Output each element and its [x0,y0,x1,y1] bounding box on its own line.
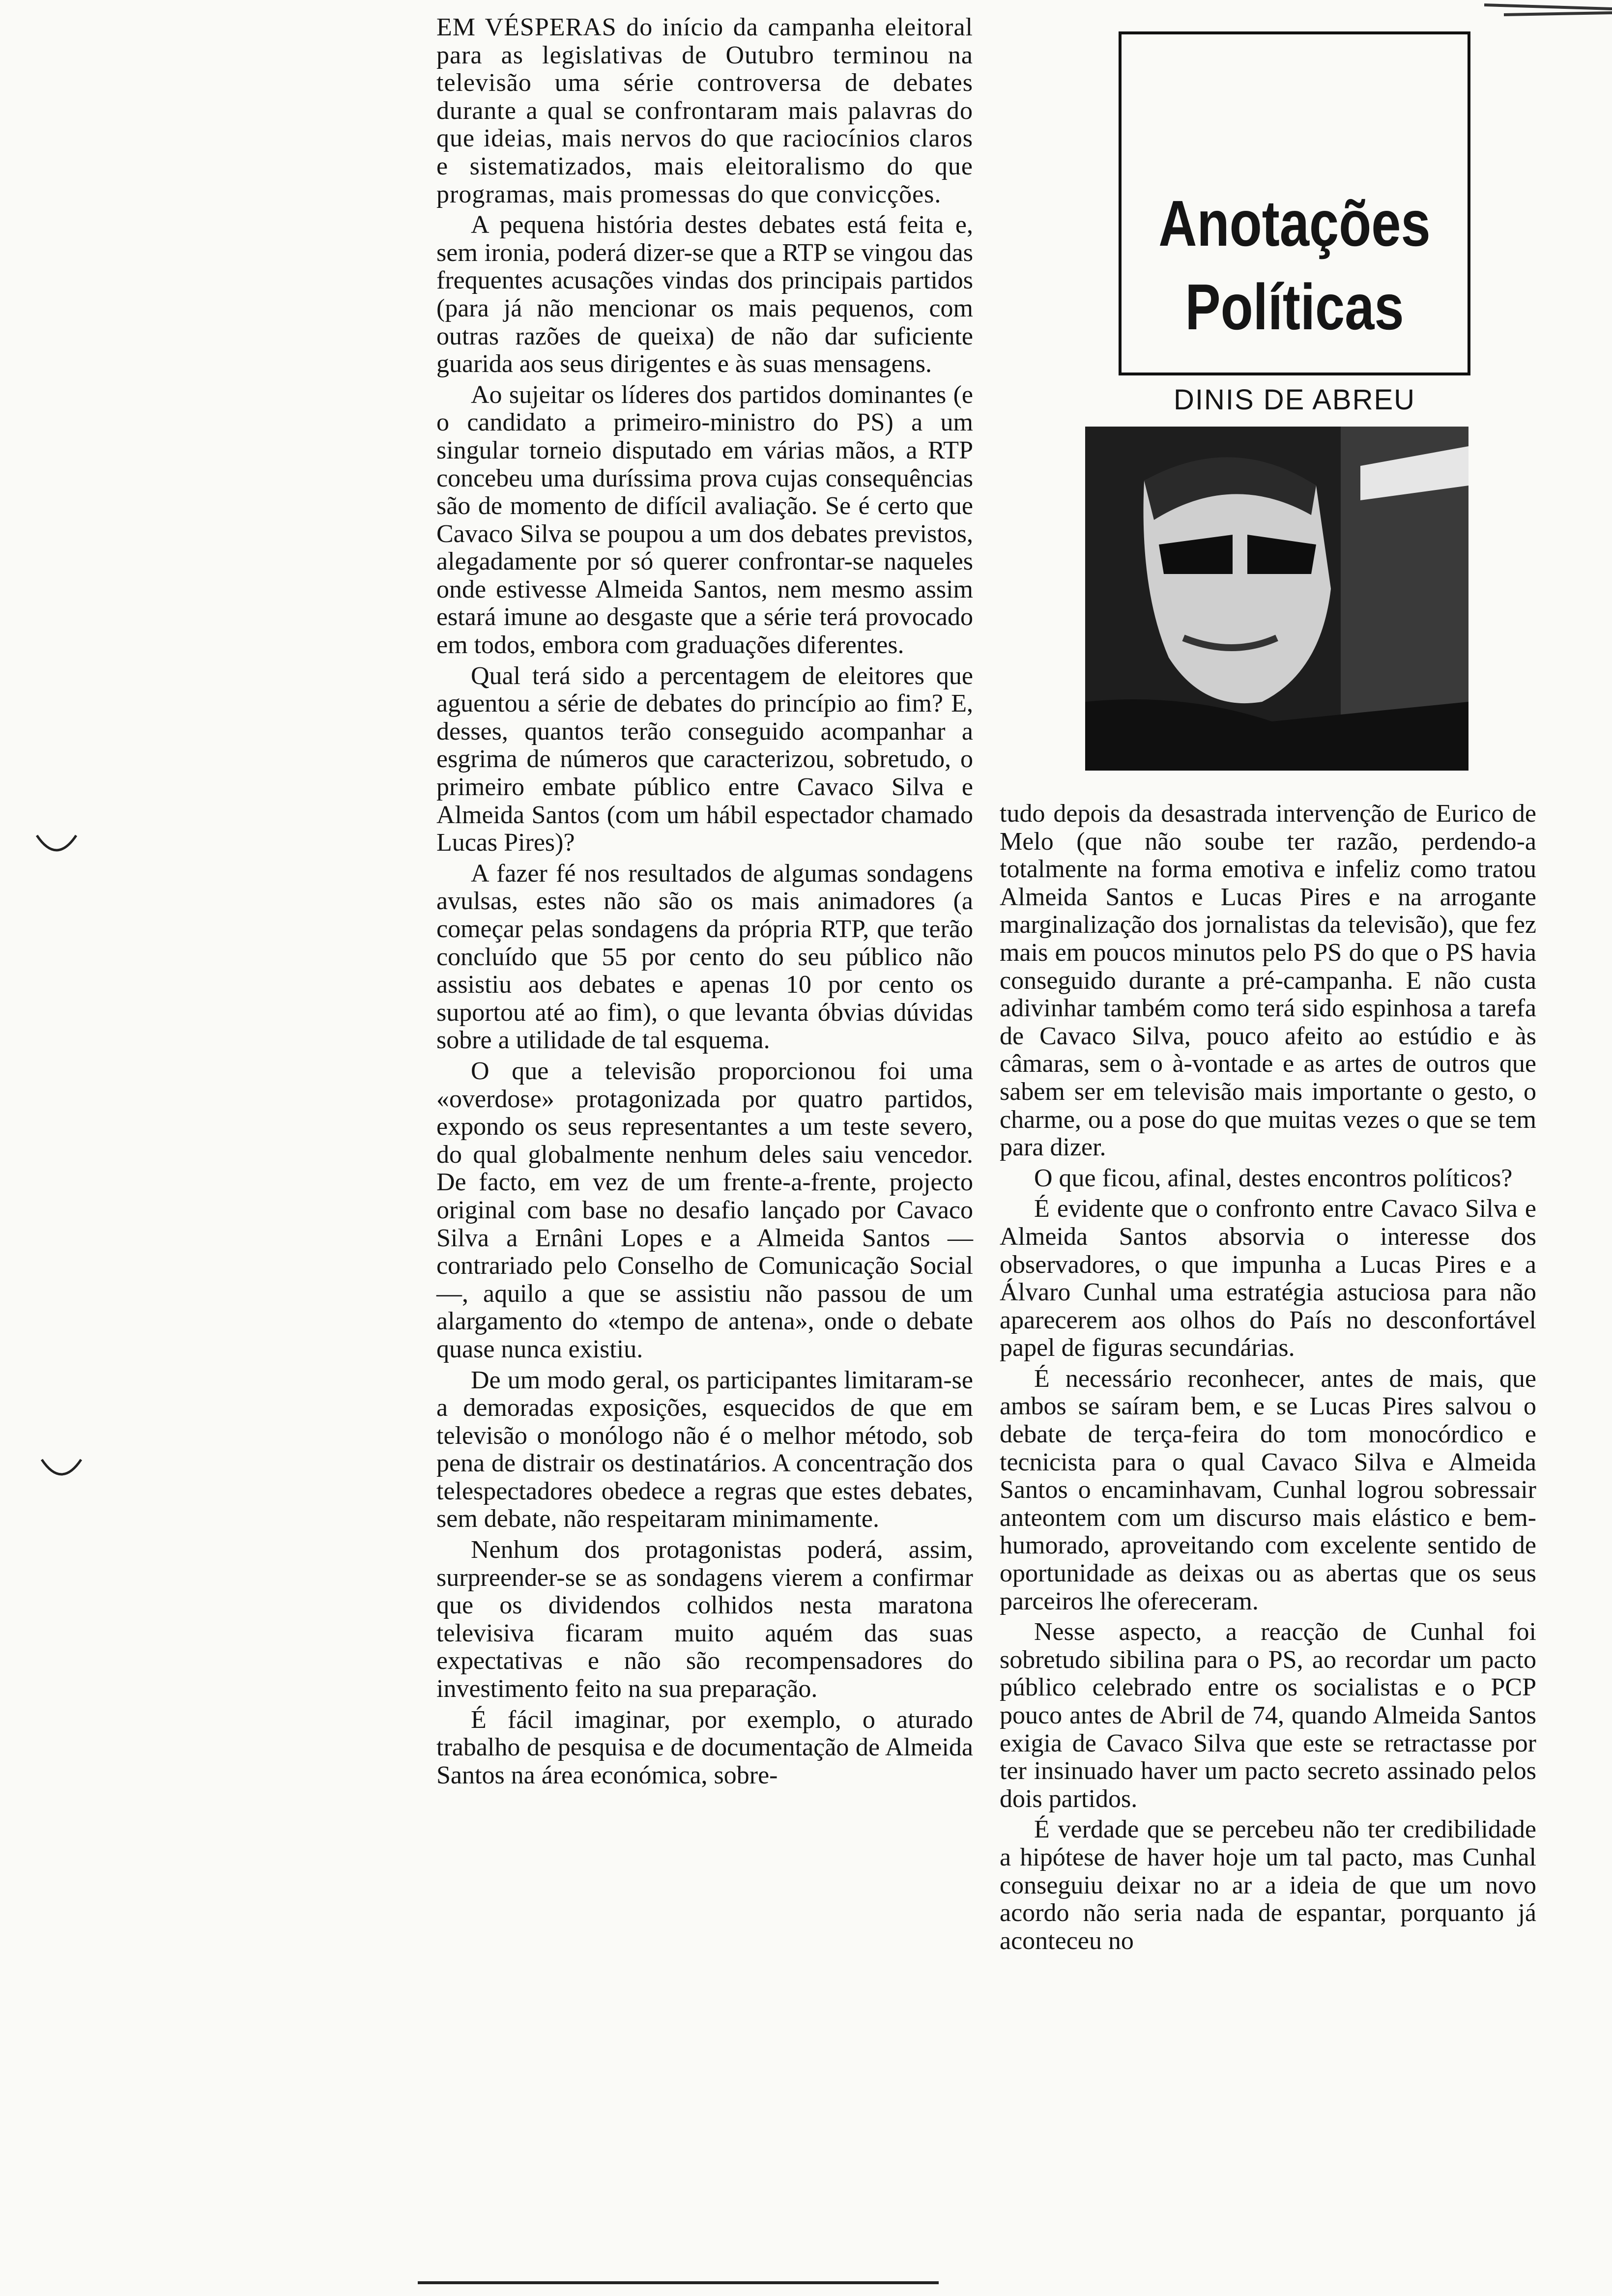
article-paragraph: Qual terá sido a percentagem de eleitores que aguentou a série de debates do princípio ao fim? E, desses, quantos terão conseguido acompanhar a esgrima de números que caracterizou, sobretudo, o primeiro embate público entre Cavaco Silva e Almeida Santos (com um hábil espectador chamado Lucas Pires)? [436,661,973,857]
article-paragraph: EM VÉSPERAS do início da campanha eleitoral para as legislativas de Outubro terminou na televisão uma série controversa de debates durante a qual se confrontaram mais palavras do que ideias, mais nervos do que raciocínios claros e sistematizados, mais eleitoralismo do que programas, mais promessas do que convicções. [436,13,973,208]
article-paragraph: É necessário reconhecer, antes de mais, que ambos se saíram bem, e se Lucas Pires salvou o debate de terça-feira do tom monocórdico e tecnicista para o qual Cavaco Silva e Almeida Santos o encaminhavam, Cunhal logrou sobressair anteontem com um discurso mais elástico e bem-humorado, aproveitando com excelente sentido de oportunidade as deixas ou as abertas que os seus parceiros lhe ofereceram. [1000,1364,1536,1615]
scan-edge-mark [1484,0,1612,20]
article-paragraph: tudo depois da desastrada intervenção de Eurico de Melo (que não soube ter razão, perdendo-a totalmente na forma emotiva e infeliz como tratou Almeida Santos e Lucas Pires e na arrogante marginalização dos jornalistas da televisão), que fez mais em poucos minutos pelo PS do que o PS havia conseguido durante a pré-campanha. E não custa adivinhar também como terá sido espinhosa a tarefa de Cavaco Silva, pouco afeito ao estúdio e às câmaras, sem o à-vontade e as artes de outros que sabem ser em televisão mais importante o gesto, o charme, ou a pose do que muitas vezes o que se tem para dizer. [1000,800,1536,1162]
column-title-line-1: Anotações [1158,187,1431,259]
article-paragraph: É fácil imaginar, por exemplo, o aturado trabalho de pesquisa e de documentação de Almeida Santos na área económica, sobre- [436,1705,973,1789]
article-paragraph: O que ficou, afinal, destes encontros políticos? [1034,1164,1513,1192]
article-paragraph: É evidente que o confronto entre Cavaco Silva e Almeida Santos absorvia o interesse dos observadores, o que impunha a Lucas Pires e a Álvaro Cunhal uma estratégia astuciosa para não aparecerem aos olhos do País no desconfortável papel de figuras secundárias. [1000,1195,1536,1362]
column-header-box [1119,31,1470,375]
article-paragraph: Nesse aspecto, a reacção de Cunhal foi sobretudo sibilina para o PS, ao recordar um pacto público celebrado entre os socialistas e o PCP pouco antes de Abril de 74, quando Almeida Santos exigia de Cavaco Silva que este se retractasse por ter insinuado haver um pacto secreto assinado pelos dois partidos. [1000,1618,1536,1813]
article-paragraph: Nenhum dos protagonistas poderá, assim, surpreender-se se as sondagens vierem a confirmar que os dividendos colhidos nesta maratona televisiva ficaram muito aquém das suas expectativas e não são recompensadores do investimento feito na sua preparação. [436,1536,973,1703]
article-paragraph: A pequena história destes debates está feita e, sem ironia, poderá dizer-se que a RTP se vingou das frequentes acusações vindas dos principais partidos (para já não mencionar os mais pequenos, com outras razões de queixa) de não dar suficiente guarida aos seus dirigentes e às suas mensagens. [436,211,973,378]
binder-hole-mark [39,1455,84,1484]
column-title-line-2: Políticas [1185,271,1404,343]
author-byline: DINIS DE ABREU [1173,384,1416,416]
article-paragraph: O que a televisão proporcionou foi uma «overdose» protagonizada por quatro partidos, expondo os seus representantes a um teste severo, do qual globalmente nenhum deles saiu vencedor. De facto, em vez de um frente-a-frente, projecto original com base no desafio lançado por Cavaco Silva a Ernâni Lopes e a Almeida Santos — contrariado pelo Conselho de Comunicação Social —, aquilo a que se assistiu não passou de um alargamento do «tempo de antena», onde o debate quase nunca existiu. [436,1057,973,1363]
article-paragraph: Ao sujeitar os líderes dos partidos dominantes (e o candidato a primeiro-ministro do PS) a um singular torneio disputado em várias mãos, a RTP concebeu uma duríssima prova cujas consequências são de momento de difícil avaliação. Se é certo que Cavaco Silva se poupou a um dos debates previstos, alegadamente por só querer confrontar-se naqueles onde estivesse Almeida Santos, nem mesmo assim estará imune ao desgaste que a série terá provocado em todos, embora com graduações diferentes. [436,380,973,660]
bottom-rule [418,2280,939,2285]
column-title [1152,182,1436,349]
author-photo-image [1085,427,1468,771]
article-left-column [436,14,973,1789]
binder-hole-mark [34,831,79,860]
article-paragraph: A fazer fé nos resultados de algumas sondagens avulsas, estes não são os mais animadores (a começar pelas sondagens da própria RTP, que terão concluído que 55 por cento do seu público não assistiu aos debates e apenas 10 por cento os suportou até ao fim), o que levanta óbvias dúvidas sobre a utilidade de tal esquema. [436,859,973,1055]
article-paragraph: De um modo geral, os participantes limitaram-se a demoradas exposições, esquecidos de que em televisão o monólogo não é o melhor método, sob pena de distrair os destinatários. A concentração dos telespectadores obedece a regras que estes debates, sem debate, não respeitaram minimamente. [436,1366,973,1533]
author-photo [1085,427,1468,771]
article-paragraph: É verdade que se percebeu não ter credibilidade a hipótese de haver hoje um tal pacto, mas Cunhal conseguiu deixar no ar a ideia de que um novo acordo não seria nada de espantar, porquanto já aconteceu no [1000,1815,1536,1955]
article-right-column [1000,800,1536,1955]
